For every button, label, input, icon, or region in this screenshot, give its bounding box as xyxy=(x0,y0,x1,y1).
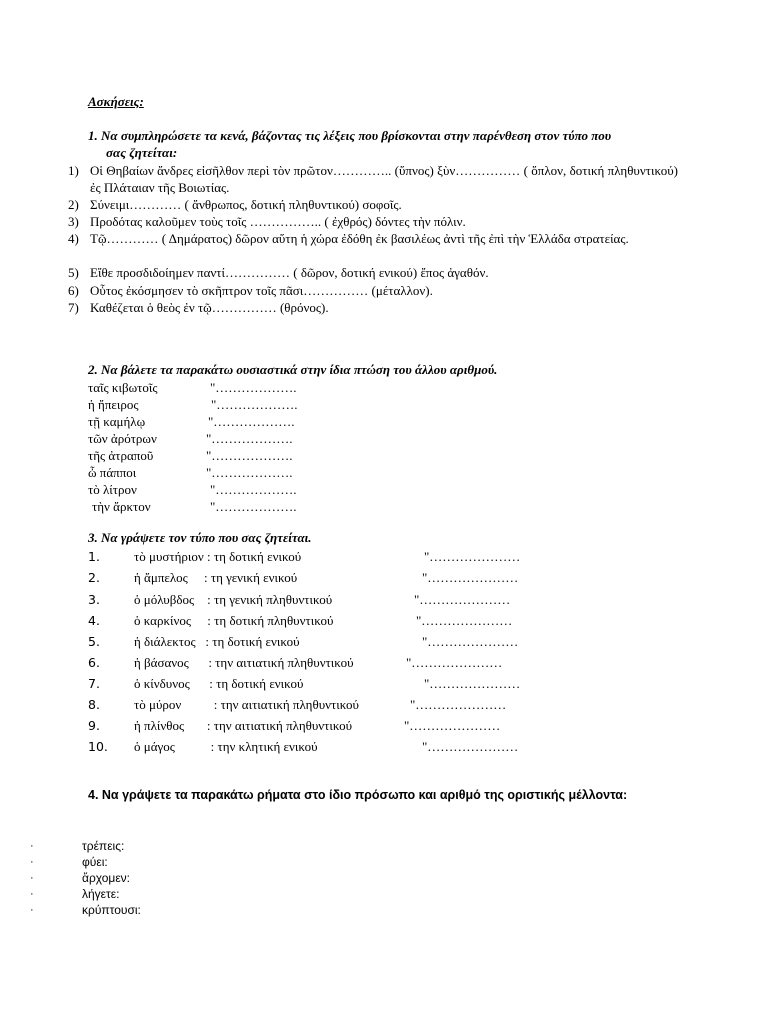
item-number: 5. xyxy=(88,634,100,649)
exercise-1-item xyxy=(68,230,680,264)
item-text: ἡ διάλεκτος : τη δοτική ενικού xyxy=(134,634,300,649)
item-text: ὁ μόλυβδος : τη γενική πληθυντικού xyxy=(134,592,333,607)
exercise-3-title: 3. Να γράψετε τον τύπο που σας ζητείται. xyxy=(88,530,312,545)
exercise-1-item xyxy=(68,264,680,281)
item-number: 6) xyxy=(68,283,79,298)
noun: τὸ λίτρον xyxy=(88,482,137,497)
bullet: · xyxy=(30,856,34,868)
answer-blank: "………………. xyxy=(211,397,298,412)
exercise-4-title: 4. Να γράψετε τα παρακάτω ρήματα στο ίδιο πρόσωπο και αριθμό της οριστικής μέλλοντα: xyxy=(88,788,628,802)
exercise-2-title: 2. Να βάλετε τα παρακάτω ουσιαστικά στην ίδια πτώση του άλλου αριθμού. xyxy=(88,362,498,377)
item-text: ἡ βάσανος : την αιτιατική πληθυντικού xyxy=(134,655,354,670)
noun: ὦ πάπποι xyxy=(88,465,137,480)
answer-blank: "………………… xyxy=(410,697,507,712)
item-number: 4. xyxy=(88,613,100,628)
verb: ἄρχομεν: xyxy=(82,871,131,885)
item-text: ὁ κίνδυνος : τη δοτική ενικού xyxy=(134,676,304,691)
verb: φύει: xyxy=(82,855,108,869)
item-number: 8. xyxy=(88,697,100,712)
item-number: 1) xyxy=(68,163,79,178)
answer-blank: "………………… xyxy=(414,592,511,607)
noun: ἡ ἤπειρος xyxy=(88,397,139,412)
answer-blank: "………………… xyxy=(406,655,503,670)
item-number: 6. xyxy=(88,655,100,670)
answer-blank: "………………. xyxy=(208,414,295,429)
item-text: Προδότας καλοῦμεν τοὺς τοῖς …………….. ( ἐχθρός) δόντες τὴν πόλιν. xyxy=(90,214,466,229)
verb: λήγετε: xyxy=(82,887,120,901)
answer-blank: "………………. xyxy=(210,380,297,395)
answer-blank: "………………… xyxy=(422,634,519,649)
answer-blank: "………………… xyxy=(404,718,501,733)
bullet: · xyxy=(30,888,34,900)
noun: ταῖς κιβωτοῖς xyxy=(88,380,158,395)
item-text: ὁ καρκίνος : τη δοτική πληθυντικού xyxy=(134,613,334,628)
answer-blank: "………………… xyxy=(424,549,521,564)
bullet: · xyxy=(30,872,34,884)
answer-blank: "………………. xyxy=(206,431,293,446)
item-number: 5) xyxy=(68,265,79,280)
bullet: · xyxy=(30,904,34,916)
verb: κρύπτουσι: xyxy=(82,903,141,917)
exercise-1-item xyxy=(68,213,680,230)
item-text: Εἴθε προσδιδοίημεν παντί…………… ( δῶρον, δοτική ενικού) ἔπος ἀγαθόν. xyxy=(90,265,489,280)
item-text: ἡ ἄμπελος : τη γενική ενικού xyxy=(134,570,298,585)
noun: τῇ καμήλῳ xyxy=(88,414,146,429)
noun: τὴν ἄρκτον xyxy=(92,499,151,514)
answer-blank: "………………… xyxy=(422,739,519,754)
item-number: 2) xyxy=(68,197,79,212)
item-text: Οἱ Θηβαίων ἄνδρες εἰσῆλθον περὶ τὸν πρῶτον………….. (ὕπνος) ξὺν…………… ( ὅπλον, δοτική πληθυντικού) ἐς Πλάταιαν τῆς Βοιωτίας. xyxy=(90,163,678,195)
item-number: 2. xyxy=(88,570,100,585)
noun: τῶν ἀρότρων xyxy=(88,431,157,446)
answer-blank: "………………… xyxy=(424,676,521,691)
verb: τρέπεις: xyxy=(82,839,125,853)
answer-blank: "………………. xyxy=(206,448,293,463)
item-number: 4) xyxy=(68,231,79,246)
noun: τῆς ἀτραποῦ xyxy=(88,448,154,463)
item-text: τὸ μυστήριον : τη δοτική ενικού xyxy=(134,549,302,564)
exercise-1-title-continued: σας ζητείται: xyxy=(106,145,178,160)
item-number: 3) xyxy=(68,214,79,229)
exercise-1-item xyxy=(68,299,680,316)
answer-blank: "………………… xyxy=(416,613,513,628)
item-text: τὸ μύρον : την αιτιατική πληθυντικού xyxy=(134,697,359,712)
item-text: ὁ μάγος : την κλητική ενικού xyxy=(134,739,318,754)
page-heading: Ασκήσεις: xyxy=(88,94,144,109)
answer-blank: "………………… xyxy=(422,570,519,585)
item-number: 9. xyxy=(88,718,100,733)
item-number: 10. xyxy=(88,739,108,754)
item-text: Οὗτος ἐκόσμησεν τὸ σκῆπτρον τοῖς πᾶσι…………… (μέταλλον). xyxy=(90,283,433,298)
item-text: ἡ πλίνθος : την αιτιατική πληθυντικού xyxy=(134,718,353,733)
item-text: Τῷ………… ( Δημάρατος) δῶρον αὕτη ἡ χώρα ἐδόθη ἐκ βασιλέως ἀντὶ τῆς ἐπὶ τὴν Ἑλλάδα στρατείας. xyxy=(90,231,629,246)
item-number: 1. xyxy=(88,549,100,564)
exercise-1-title: 1. Να συμπληρώσετε τα κενά, βάζοντας τις λέξεις που βρίσκονται στην παρένθεση στον τύπο που xyxy=(88,128,612,143)
item-text: Σύνειμι………… ( ἄνθρωπος, δοτική πληθυντικού) σοφοῖς. xyxy=(90,197,402,212)
bullet: · xyxy=(30,840,34,852)
item-text: Καθέζεται ὁ θεὸς ἐν τῷ…………… (θρόνος). xyxy=(90,300,329,315)
exercise-1-item xyxy=(68,196,680,213)
exercise-1-item xyxy=(68,162,680,196)
item-number: 7. xyxy=(88,676,100,691)
answer-blank: "………………. xyxy=(210,499,297,514)
answer-blank: "………………. xyxy=(206,465,293,480)
answer-blank: "………………. xyxy=(210,482,297,497)
exercise-1-item xyxy=(68,282,680,299)
item-number: 3. xyxy=(88,592,100,607)
item-number: 7) xyxy=(68,300,79,315)
